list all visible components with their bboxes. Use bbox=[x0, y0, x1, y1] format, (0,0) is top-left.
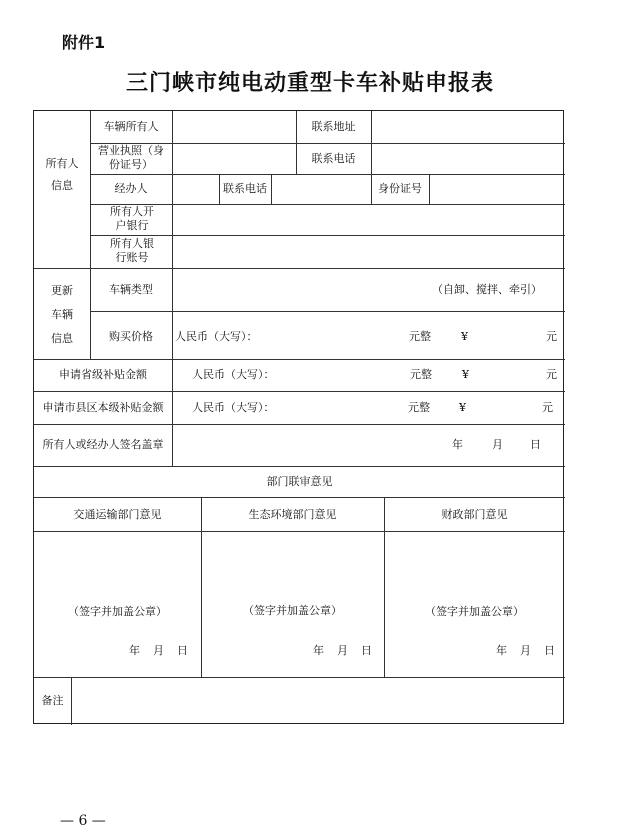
transport-dept-label: 交通运输部门意见 bbox=[73, 508, 162, 521]
finance-seal-note: （签字并加盖公章） bbox=[425, 605, 524, 618]
price-yuan-whole: 元整 bbox=[409, 330, 431, 343]
page-number: — 6 — bbox=[60, 813, 106, 829]
provincial-yuan: 元 bbox=[546, 368, 557, 381]
provincial-rmb-caps: 人民币（大写）： bbox=[192, 368, 275, 381]
environment-seal-note: （签字并加盖公章） bbox=[243, 604, 342, 617]
price-yuan: 元 bbox=[546, 330, 557, 343]
handler-label: 经办人 bbox=[114, 182, 148, 195]
license-id-label: 营业执照（身份证号） bbox=[98, 144, 164, 171]
transport-date-month: 月 bbox=[153, 644, 164, 657]
signature-month: 月 bbox=[492, 438, 503, 451]
environment-date-month: 月 bbox=[337, 644, 348, 657]
environment-dept-label: 生态环境部门意见 bbox=[248, 508, 337, 521]
signature-year: 年 bbox=[452, 438, 463, 451]
vehicle-section-label: 更新车辆信息 bbox=[51, 284, 73, 345]
finance-date-year: 年 bbox=[496, 644, 507, 657]
id-number-label: 身份证号 bbox=[378, 182, 422, 195]
provincial-yuan-whole: 元整 bbox=[410, 368, 432, 381]
vehicle-type-options: （自卸、搅拌、牵引） bbox=[432, 283, 542, 296]
price-yen-sign: ¥ bbox=[461, 330, 468, 343]
transport-date-day: 日 bbox=[177, 644, 188, 657]
price-label: 购买价格 bbox=[109, 330, 153, 343]
provincial-yen-sign: ¥ bbox=[462, 368, 469, 381]
contact-phone-label: 联系电话 bbox=[311, 152, 356, 165]
county-yuan: 元 bbox=[542, 401, 553, 414]
page-title: 三门峡市纯电动重型卡车补贴申报表 bbox=[125, 70, 494, 96]
owner-section-label: 所有人信息 bbox=[45, 157, 79, 192]
application-form bbox=[33, 110, 564, 724]
remarks-label: 备注 bbox=[41, 694, 64, 707]
environment-date-year: 年 bbox=[313, 644, 324, 657]
county-yuan-whole: 元整 bbox=[408, 401, 430, 414]
finance-date-day: 日 bbox=[544, 644, 555, 657]
county-rmb-caps: 人民币（大写）： bbox=[192, 401, 275, 414]
owner-name-label: 车辆所有人 bbox=[103, 120, 159, 133]
transport-seal-note: （签字并加盖公章） bbox=[68, 605, 167, 618]
price-rmb-caps: 人民币（大写）： bbox=[175, 330, 258, 343]
vehicle-type-label: 车辆类型 bbox=[109, 283, 153, 296]
county-yen-sign: ¥ bbox=[459, 401, 466, 414]
transport-date-year: 年 bbox=[129, 644, 140, 657]
bank-account-label: 所有人银行账号 bbox=[110, 237, 154, 264]
address-label: 联系地址 bbox=[311, 120, 356, 133]
attachment-label: 附件1 bbox=[62, 33, 106, 52]
environment-date-day: 日 bbox=[361, 644, 372, 657]
county-subsidy-label: 申请市县区本级补贴金额 bbox=[42, 401, 164, 414]
signature-day: 日 bbox=[530, 438, 541, 451]
review-heading: 部门联审意见 bbox=[266, 475, 333, 488]
handler-phone-label: 联系电话 bbox=[223, 182, 267, 195]
finance-date-month: 月 bbox=[520, 644, 531, 657]
provincial-subsidy-label: 申请省级补贴金额 bbox=[59, 368, 147, 381]
bank-label: 所有人开户银行 bbox=[110, 205, 154, 232]
finance-dept-label: 财政部门意见 bbox=[441, 508, 508, 521]
signature-label: 所有人或经办人签名盖章 bbox=[42, 438, 164, 451]
